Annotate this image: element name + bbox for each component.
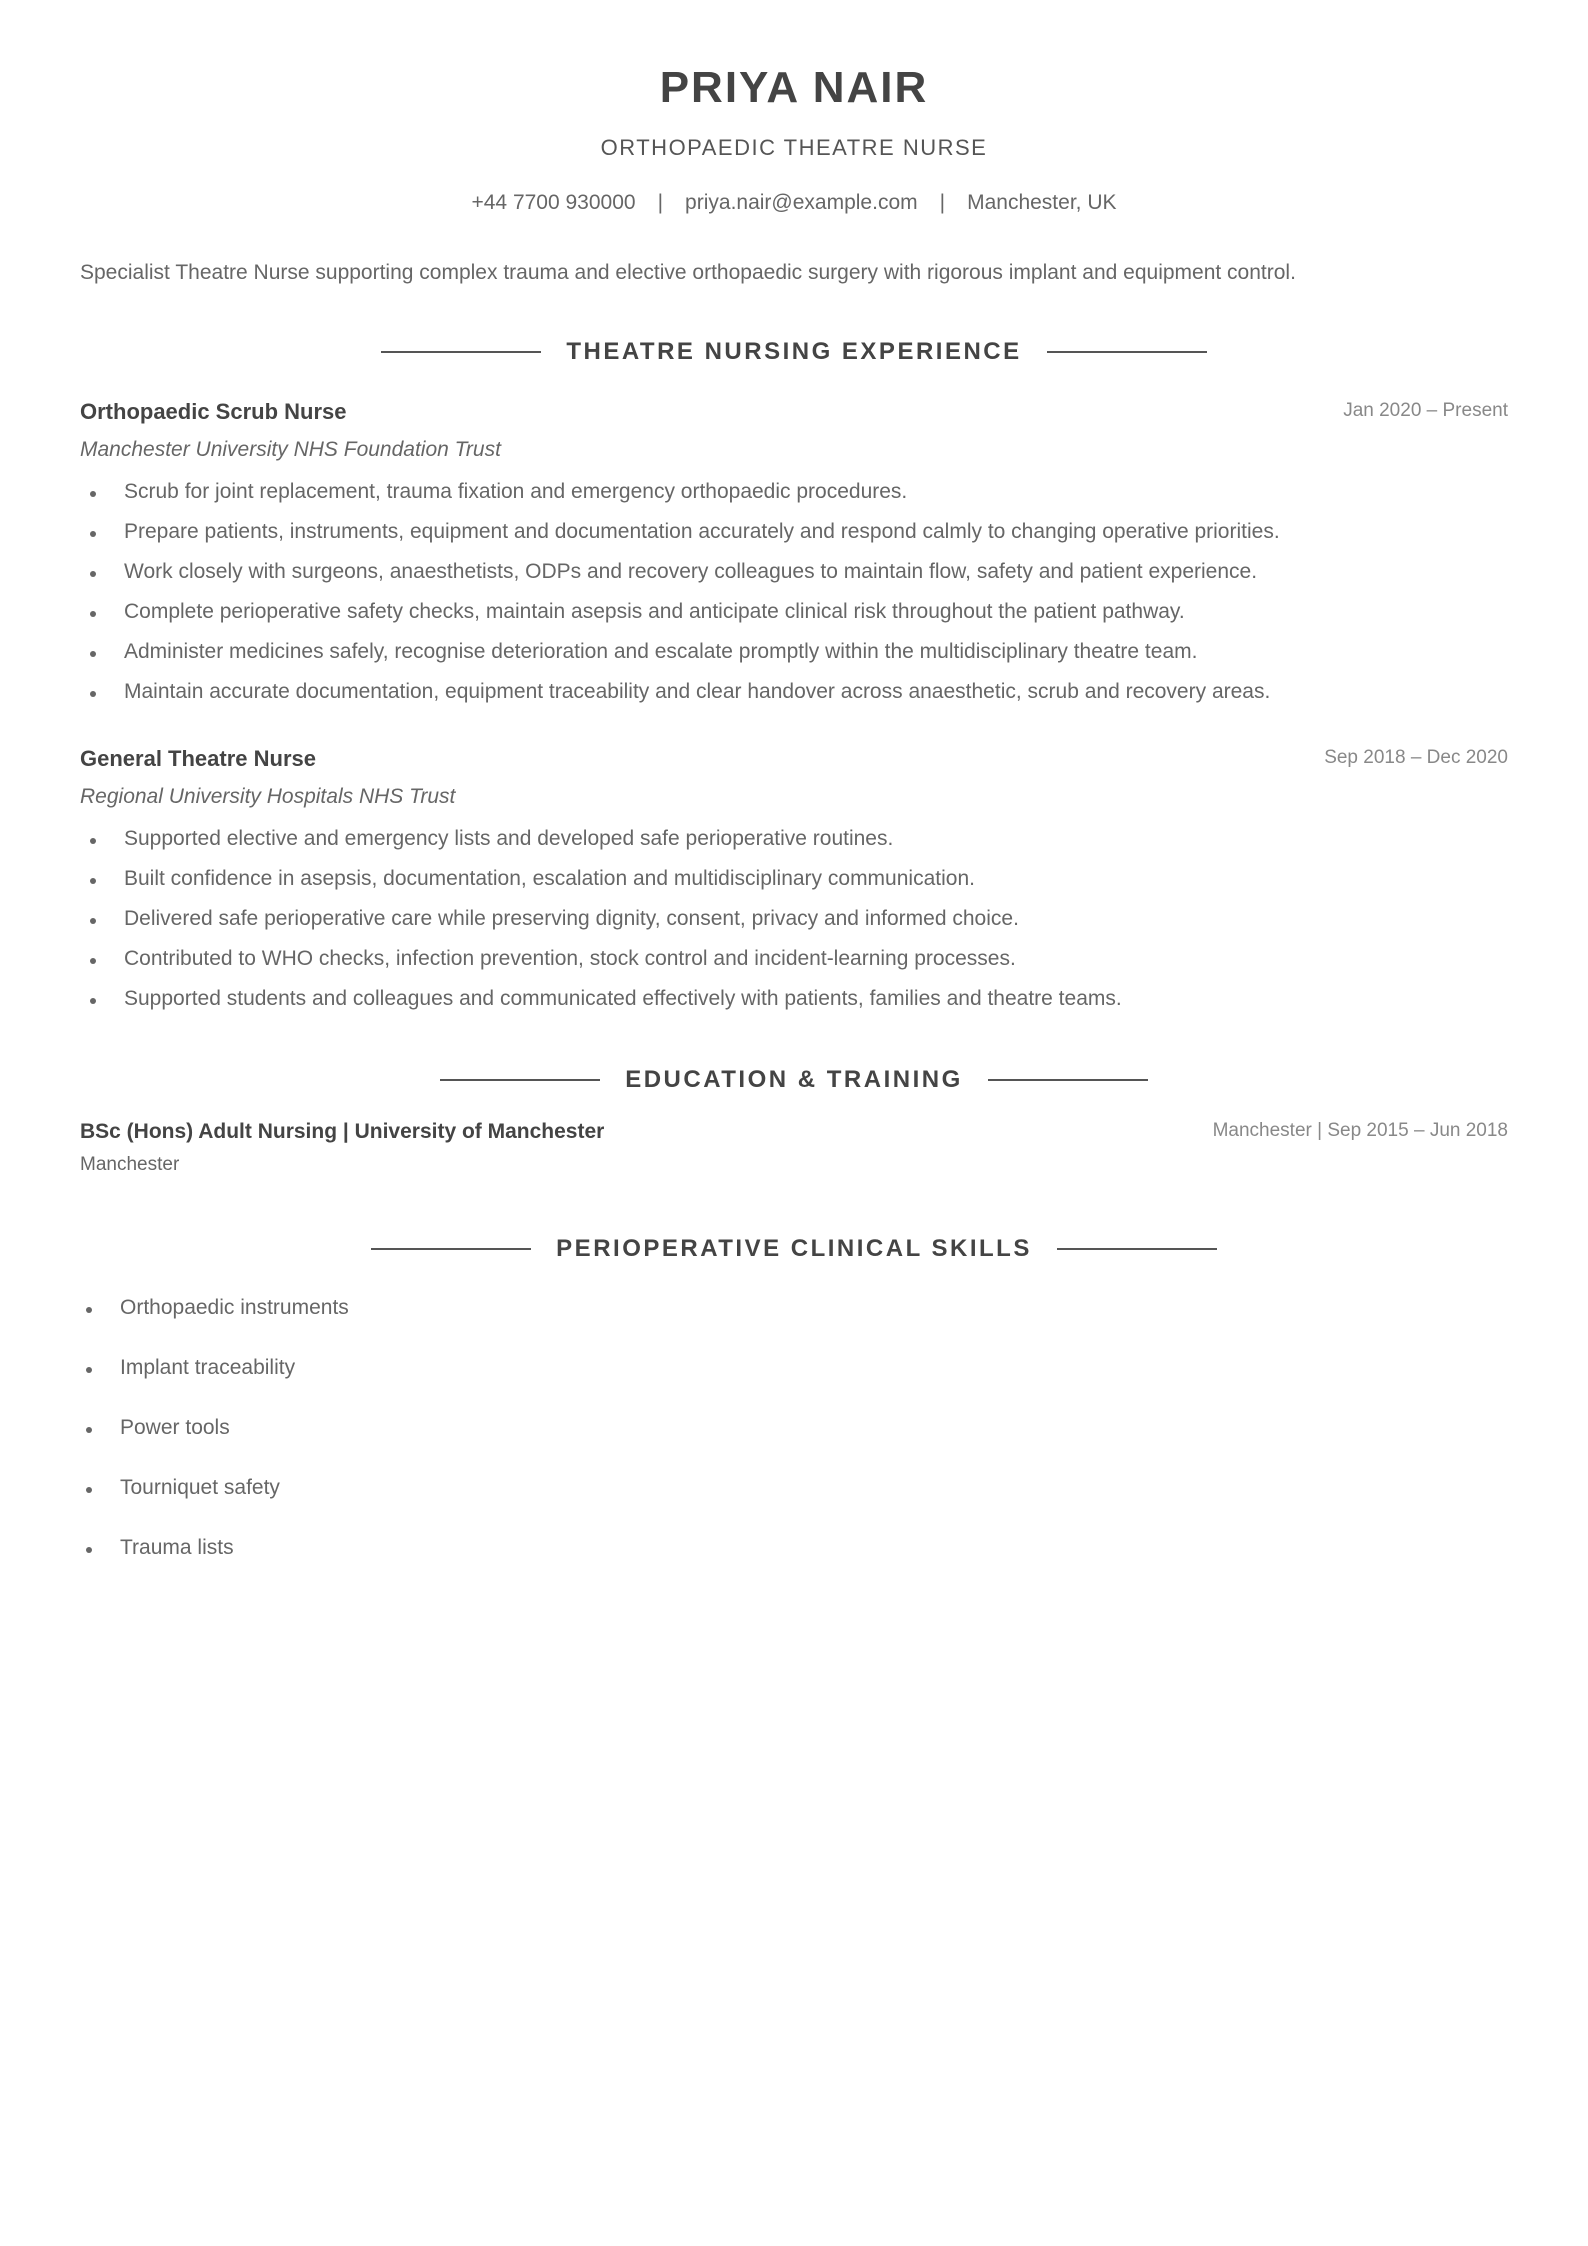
heading-rule-left [440,1079,600,1081]
section-heading-experience [80,336,1508,368]
heading-rule-left [371,1248,531,1250]
role-bullet: Maintain accurate documentation, equipment traceability and clear handover across anaesthetic, scrub and recovery areas. [80,678,1508,718]
role-employer: Manchester University NHS Foundation Trust [80,438,501,461]
role-bullet: Built confidence in asepsis, documentation, escalation and multidisciplinary communication. [80,865,1508,905]
role-bullet: Work closely with surgeons, anaesthetists, ODPs and recovery colleagues to maintain flow, safety and patient experience. [80,558,1508,598]
section-heading-skills [80,1233,1508,1265]
skill-item: Implant traceability [80,1354,349,1414]
skill-item: Orthopaedic instruments [80,1294,349,1354]
section-heading-label: EDUCATION & TRAINING [625,1066,963,1093]
role-bullet: Delivered safe perioperative care while preserving dignity, consent, privacy and informed choice. [80,905,1508,945]
role-bullet: Complete perioperative safety checks, maintain asepsis and anticipate clinical risk throughout the patient pathway. [80,598,1508,638]
role-dates: Jan 2020 – Present [1343,400,1508,421]
candidate-headline: ORTHOPAEDIC THEATRE NURSE [600,135,988,160]
role-bullet: Supported students and colleagues and communicated effectively with patients, families and theatre teams. [80,985,1508,1025]
contact-phone: +44 7700 930000 [471,191,636,214]
role-title: Orthopaedic Scrub Nurse [80,399,347,424]
section-heading-label: PERIOPERATIVE CLINICAL SKILLS [556,1235,1032,1262]
role-title: General Theatre Nurse [80,746,316,771]
heading-rule-right [1047,351,1207,353]
role-dates: Sep 2018 – Dec 2020 [1324,747,1508,768]
role-bullet-list [80,825,1508,1025]
contact-line [80,189,1508,217]
contact-location: Manchester, UK [967,191,1117,214]
role-employer: Regional University Hospitals NHS Trust [80,785,456,808]
education-degree: BSc (Hons) Adult Nursing | University of Manchester [80,1120,605,1143]
role-bullet-list [80,478,1508,718]
heading-rule-right [1057,1248,1217,1250]
contact-separator: | [657,191,664,214]
role-bullet: Prepare patients, instruments, equipment and documentation accurately and respond calmly to changing operative priorities. [80,518,1508,558]
candidate-name: PRIYA NAIR [659,63,929,112]
heading-rule-right [988,1079,1148,1081]
skill-item: Trauma lists [80,1534,349,1594]
skill-item: Tourniquet safety [80,1474,349,1534]
education-location: Manchester [80,1154,180,1175]
role-bullet: Administer medicines safely, recognise deterioration and escalate promptly within the multidisciplinary theatre team. [80,638,1508,678]
contact-email: priya.nair@example.com [685,191,918,214]
role-bullet: Scrub for joint replacement, trauma fixation and emergency orthopaedic procedures. [80,478,1508,518]
section-heading-label: THEATRE NURSING EXPERIENCE [566,338,1022,365]
role-bullet: Contributed to WHO checks, infection prevention, stock control and incident-learning processes. [80,945,1508,985]
skill-item: Power tools [80,1414,349,1474]
skills-list [80,1294,349,1594]
education-meta: Manchester | Sep 2015 – Jun 2018 [1212,1120,1508,1141]
heading-rule-left [381,351,541,353]
contact-separator: | [939,191,946,214]
profile-summary: Specialist Theatre Nurse supporting complex trauma and elective orthopaedic surgery with rigorous implant and equipment control. [80,261,1296,284]
section-heading-education [80,1064,1508,1096]
role-bullet: Supported elective and emergency lists and developed safe perioperative routines. [80,825,1508,865]
